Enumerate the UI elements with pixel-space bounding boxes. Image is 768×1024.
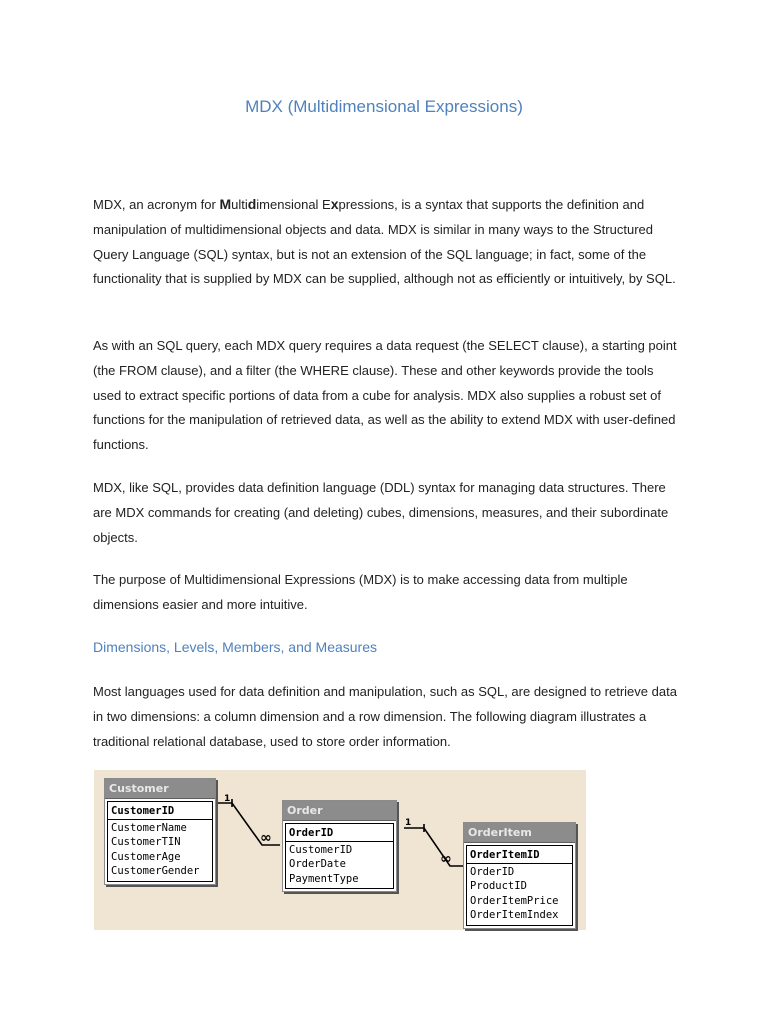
order-field: PaymentType [289, 872, 359, 885]
intro-rest: pressions, is a syntax that supports the definition and manipulation of multidimensional objects and data. MDX is similar in many ways to the Structured Query Language (SQL) syntax, but is not an extension of the SQL language; in fact, some of the functionality that is supplied by MDX can be supplied, although not as efficiently or intuitively, by SQL. [93, 197, 676, 287]
intro-ulti: ulti [231, 197, 248, 212]
relational-diagram [94, 770, 586, 930]
customer-key-field: CustomerID [111, 805, 175, 817]
emphasis-m: M [219, 196, 232, 212]
orderitem-key-field: OrderItemID [470, 849, 540, 861]
customer-table-title: Customer [105, 779, 215, 799]
one-marker-order: 1 [405, 818, 412, 828]
one-marker-customer: 1 [224, 794, 231, 804]
customer-field: CustomerAge [111, 850, 181, 863]
paragraph-intro [93, 192, 683, 292]
order-table[interactable] [282, 800, 397, 892]
intro-imensional: imensional E [256, 197, 331, 212]
key-divider [286, 841, 393, 842]
paragraph-ddl: MDX, like SQL, provides data definition language (DDL) syntax for managing data structures. There are MDX commands for creating (and deleting) cubes, dimensions, measures, and their subordinate objects. [93, 480, 669, 545]
section-heading: Dimensions, Levels, Members, and Measures [93, 639, 378, 655]
paragraph-query: As with an SQL query, each MDX query requires a data request (the SELECT clause), a starting point (the FROM clause), and a filter (the WHERE clause). These and other keywords provide the tools used to extract specific portions of data from a cube for analysis. MDX also supplies a robust set of functions for the manipulation of retrieved data, as well as the ability to extend MDX with user-defined functions. [93, 338, 677, 453]
emphasis-x: x [330, 196, 339, 212]
customer-field: CustomerGender [111, 865, 200, 877]
customer-field: CustomerTIN [111, 836, 181, 848]
many-marker-order: ∞ [260, 830, 272, 846]
order-key-field: OrderID [289, 827, 334, 839]
orderitem-field: ProductID [470, 880, 527, 892]
paragraph-dimensions: Most languages used for data definition and manipulation, such as SQL, are designed to retrieve data in two dimensions: a column dimension and a row dimension. The following diagram illustrates a traditional relational database, used to store order information. [93, 684, 677, 749]
orderitem-table-title: OrderItem [464, 823, 575, 843]
orderitem-field: OrderID [470, 865, 515, 878]
orderitem-field: OrderItemIndex [470, 909, 559, 921]
order-field: CustomerID [289, 843, 353, 856]
paragraph-purpose: The purpose of Multidimensional Expressions (MDX) is to make accessing data from multiple dimensions easier and more intuitive. [93, 572, 628, 612]
emphasis-d: d [247, 196, 257, 212]
key-divider [467, 863, 572, 864]
order-field: OrderDate [289, 858, 346, 870]
order-fields [285, 823, 394, 889]
orderitem-field: OrderItemPrice [470, 894, 559, 907]
many-marker-orderitem: ∞ [440, 851, 452, 867]
relation-order-orderitem [404, 828, 464, 866]
customer-fields [107, 801, 213, 882]
orderitem-table[interactable] [463, 822, 576, 929]
orderitem-fields [466, 845, 573, 926]
customer-field: CustomerName [111, 821, 187, 834]
intro-prefix: MDX, an acronym for [93, 197, 220, 212]
order-table-title: Order [283, 801, 396, 821]
customer-table[interactable] [104, 778, 216, 885]
key-divider [108, 819, 212, 820]
page-title: MDX (Multidimensional Expressions) [245, 97, 523, 116]
